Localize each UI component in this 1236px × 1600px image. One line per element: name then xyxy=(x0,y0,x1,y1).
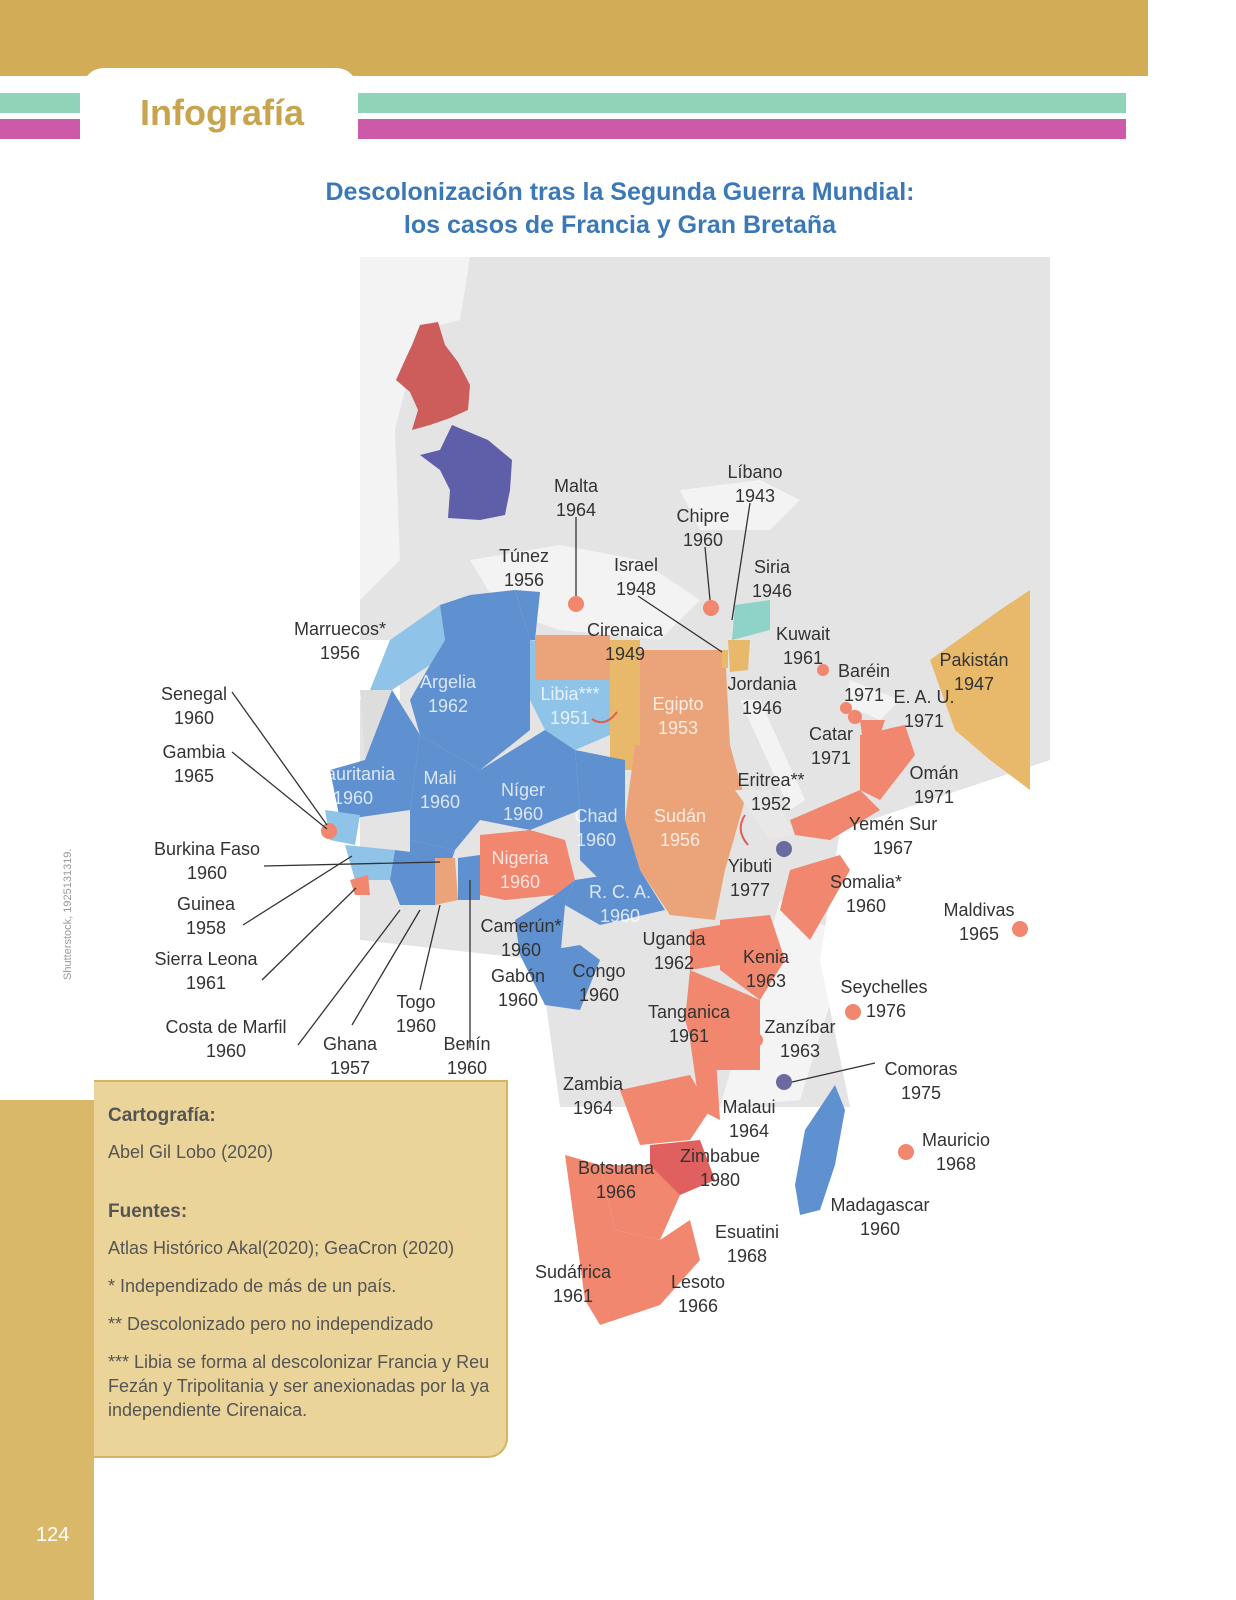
label-libia: Libia*** 1951 xyxy=(540,684,600,728)
sierra-leone-shape xyxy=(350,875,370,895)
label-esuatini: Esuatini 1968 xyxy=(714,1222,780,1266)
seychelles-marker xyxy=(845,1004,861,1020)
comoros-marker xyxy=(776,1074,792,1090)
label-kuwait: Kuwait 1961 xyxy=(775,624,831,668)
djibouti-marker xyxy=(776,841,792,857)
info-box xyxy=(94,1080,508,1458)
label-siria: Siria 1946 xyxy=(751,557,793,601)
label-zanzibar: Zanzíbar 1963 xyxy=(764,1017,836,1061)
label-botsuana: Botsuana 1966 xyxy=(577,1158,655,1202)
label-yibuti: Yibuti 1977 xyxy=(727,856,773,900)
label-costa-marfil: Costa de Marfil 1960 xyxy=(165,1017,287,1061)
note-3: *** Libia se forma al descolonizar Francia y Reu Fezán y Tripolitania y ser anexionadas por la ya independiente Cirenaica. xyxy=(108,1352,490,1420)
label-yemen-sur: Yemén Sur 1967 xyxy=(848,814,938,858)
label-argelia: Argelia 1962 xyxy=(419,672,477,716)
note-2: ** Descolonizado pero no independizado xyxy=(108,1314,434,1334)
label-cirenaica: Cirenaica 1949 xyxy=(586,620,664,664)
label-israel: Israel 1948 xyxy=(613,555,659,599)
page-number: 124 xyxy=(36,1524,70,1546)
label-congo: Congo 1960 xyxy=(572,961,626,1005)
label-malaui: Malaui 1964 xyxy=(722,1097,776,1141)
label-rca: R. C. A. 1960 xyxy=(588,882,652,926)
label-lesoto: Lesoto 1966 xyxy=(670,1272,726,1316)
label-maldivas: Maldivas 1965 xyxy=(943,900,1015,944)
label-sudafrica: Sudáfrica 1961 xyxy=(534,1262,612,1306)
label-togo: Togo 1960 xyxy=(395,992,437,1036)
label-mauricio: Mauricio 1968 xyxy=(921,1130,991,1174)
label-gabon: Gabón 1960 xyxy=(490,966,546,1010)
label-zimbabue: Zimbabue 1980 xyxy=(679,1146,761,1190)
fuentes-value: Atlas Histórico Akal(2020); GeaCron (2020) xyxy=(108,1238,455,1258)
mauritius-marker xyxy=(898,1144,914,1160)
label-nigeria: Nigeria 1960 xyxy=(491,848,549,892)
zanzibar-marker xyxy=(749,1033,763,1047)
label-zambia: Zambia 1964 xyxy=(562,1074,624,1118)
label-chipre: Chipre 1960 xyxy=(676,506,730,550)
cyprus-marker xyxy=(703,600,719,616)
label-burkina: Burkina Faso 1960 xyxy=(153,839,261,883)
label-benin: Benín 1960 xyxy=(443,1034,491,1078)
label-tunez: Túnez 1956 xyxy=(498,546,550,590)
label-egipto: Egipto 1953 xyxy=(652,694,704,738)
ghana-shape xyxy=(435,858,458,905)
label-malta: Malta 1964 xyxy=(553,476,599,520)
note-1: * Independizado de más de un país. xyxy=(108,1276,397,1296)
label-jordania: Jordania 1946 xyxy=(727,674,797,718)
togo-benin-shape xyxy=(458,855,480,900)
label-tanganica: Tanganica 1961 xyxy=(647,1002,731,1046)
label-seychelles: Seychelles 1976 xyxy=(840,977,928,1021)
label-senegal: Senegal 1960 xyxy=(160,684,228,728)
cartografia-label: Cartografía: xyxy=(108,1105,216,1126)
photo-credit: Shutterstock, 1925131319. xyxy=(62,848,74,980)
label-comoras: Comoras 1975 xyxy=(884,1059,958,1103)
label-marruecos: Marruecos* 1956 xyxy=(293,619,387,663)
label-uganda: Uganda 1962 xyxy=(642,929,706,973)
label-guinea: Guinea 1958 xyxy=(176,894,236,938)
guinea-shape xyxy=(345,845,395,880)
label-camerun: Camerún* 1960 xyxy=(480,916,562,960)
label-eau: E. A. U. 1971 xyxy=(893,687,955,731)
malta-marker xyxy=(568,596,584,612)
map-title-line1: Descolonización tras la Segunda Guerra Mundial: xyxy=(325,178,915,206)
label-somalia: Somalia* 1960 xyxy=(829,872,903,916)
map-title-line2: los casos de Francia y Gran Bretaña xyxy=(403,211,837,239)
label-libano: Líbano 1943 xyxy=(727,462,783,506)
label-niger: Níger 1960 xyxy=(500,780,546,824)
label-pakistan: Pakistán 1947 xyxy=(939,650,1009,694)
label-mali: Mali 1960 xyxy=(419,768,461,812)
label-sierra-leona: Sierra Leona 1961 xyxy=(154,949,258,993)
label-gambia: Gambia 1965 xyxy=(162,742,226,786)
cartografia-value: Abel Gil Lobo (2020) xyxy=(108,1142,274,1162)
label-sudan: Sudán 1956 xyxy=(653,806,707,850)
label-catar: Catar 1971 xyxy=(808,724,854,768)
jordan-shape xyxy=(728,640,750,672)
label-ghana: Ghana 1957 xyxy=(322,1034,378,1078)
label-eritrea: Eritrea** 1952 xyxy=(737,770,805,814)
fuentes-label: Fuentes: xyxy=(108,1201,188,1222)
label-barein: Baréin 1971 xyxy=(837,661,891,705)
maldives-marker xyxy=(1012,921,1028,937)
label-mauritania: Mauritania 1960 xyxy=(310,764,396,808)
label-chad: Chad 1960 xyxy=(574,806,618,850)
label-kenia: Kenia 1963 xyxy=(742,947,790,991)
label-madagascar: Madagascar 1960 xyxy=(830,1195,930,1239)
section-title: Infografía xyxy=(140,92,305,133)
label-oman: Omán 1971 xyxy=(909,763,959,807)
qatar-marker xyxy=(848,710,862,724)
cyrenaica-shape xyxy=(535,635,610,680)
israel-shape xyxy=(722,650,728,668)
